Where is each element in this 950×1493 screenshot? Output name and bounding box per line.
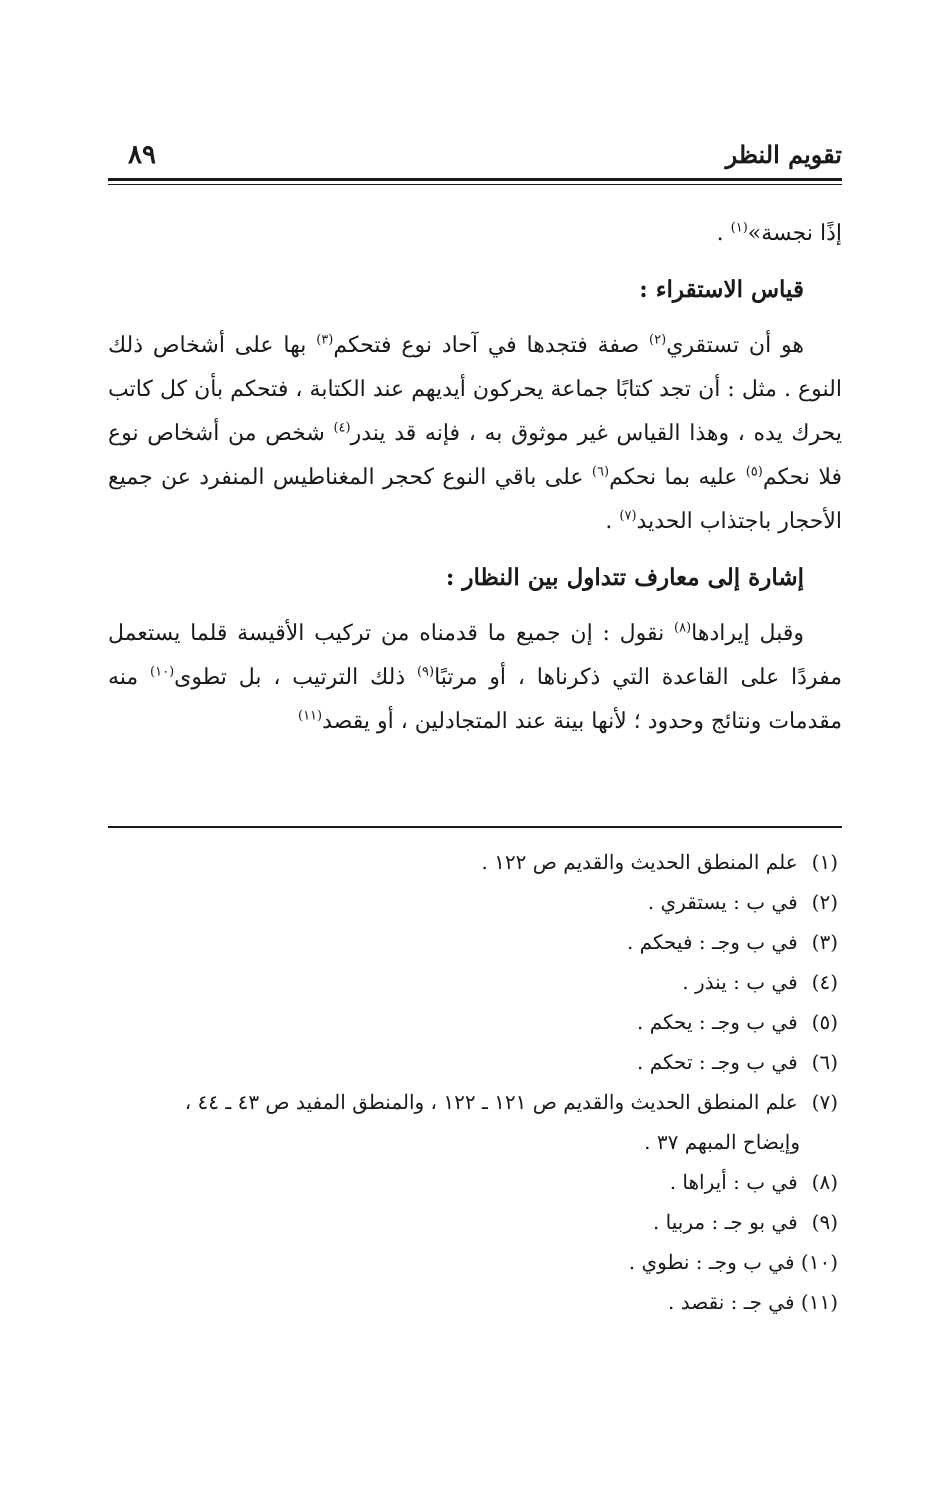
footnote-ref: (١٠): [150, 664, 175, 680]
footnote-continuation: وإيضاح المبهم ٣٧ .: [644, 1130, 800, 1154]
footnote-ref: (٢): [649, 332, 667, 348]
footnote: (٥) في ب وجـ : يحكم .: [636, 1010, 838, 1034]
header-rule-thin: [108, 184, 842, 185]
footnote: (١) علم المنطق الحديث والقديم ص ١٢٢ .: [481, 850, 838, 874]
section-heading-knowledge: إشارة إلى معارف تتداول بين النظار :: [445, 564, 804, 591]
footnote: (١٠) في ب وجـ : نطوي .: [628, 1250, 838, 1274]
footnote-ref: (٩): [416, 664, 435, 680]
running-header: [108, 140, 842, 176]
footnote: (٨) في ب : أيراها .: [669, 1170, 838, 1194]
footnote-ref: (١١): [297, 708, 323, 724]
footnotes: [108, 842, 842, 1322]
footnote-ref: (١): [730, 220, 748, 236]
footnote: (٩) في بو جـ : مربيا .: [652, 1210, 838, 1234]
main-text: [108, 212, 842, 744]
footnote-ref: (٨): [674, 620, 692, 636]
footnote-ref: (٤): [333, 420, 351, 436]
footnote-ref: (٦): [591, 464, 610, 480]
paragraph-knowledge: وقبل إيرادها$^{(٨)}$ نقول : إن جميع ما قدمناه من تركيب الأقيسة قلما يستعمل مفردًا على القاعدة التي ذكرناها ، أو مرتبًا$^{(٩)}$ ذلك الترتيب ، بل تطوى$^{(١٠)}$ منه مقدمات ونتائج وحدود ؛ لأنها بينة عند المتجادلين ، أو يقصد$^{(١١)}$: [108, 620, 842, 734]
page-number: ٨٩: [128, 140, 156, 170]
footnote: (٣) في ب وجـ : فيحكم .: [626, 930, 838, 954]
section-heading-induction: قياس الاستقراء :: [639, 276, 804, 303]
footnote-ref: (٧): [619, 508, 637, 524]
continuation-line: إذًا نجسة»$^{(١)}$ .: [716, 220, 842, 246]
paragraph-induction: هو أن تستقري$^{(٢)}$ صفة فتجدها في آحاد نوع فتحكم$^{(٣)}$ بها على أشخاص ذلك النوع . مثل : أن تجد كتابًا جماعة يحركون أيديهم عند الكتابة ، فتحكم بأن كل كاتب يحرك يده ، وهذا القياس غير موثوق به ، فإنه قد يندر$^{(٤)}$ شخص من أشخاص نوع فلا نحكم$^{(٥)}$ عليه بما نحكم$^{(٦)}$ على باقي النوع كحجر المغناطيس المنفرد عن جميع الأحجار باجتذاب الحديد$^{(٧)}$ .: [108, 332, 843, 534]
footnote-ref: (٣): [316, 332, 334, 348]
running-title: تقويم النظر: [725, 140, 842, 169]
header-rule-thick: [108, 178, 842, 181]
footnote-ref: (٥): [745, 464, 763, 480]
footnote: (٢) في ب : يستقري .: [647, 890, 838, 914]
footnote: (٤) في ب : ينذر .: [682, 970, 838, 994]
footnote: (٦) في ب وجـ : تحكم .: [636, 1050, 838, 1074]
footnote-separator: [108, 826, 842, 828]
footnote: (٧) علم المنطق الحديث والقديم ص ١٢١ ـ ١٢٢ ، والمنطق المفيد ص ٤٣ ـ ٤٤ ، وإيضاح المبهم ٣٧ .: [108, 1082, 842, 1162]
footnote: (١١) في جـ : نقصد .: [668, 1290, 838, 1314]
